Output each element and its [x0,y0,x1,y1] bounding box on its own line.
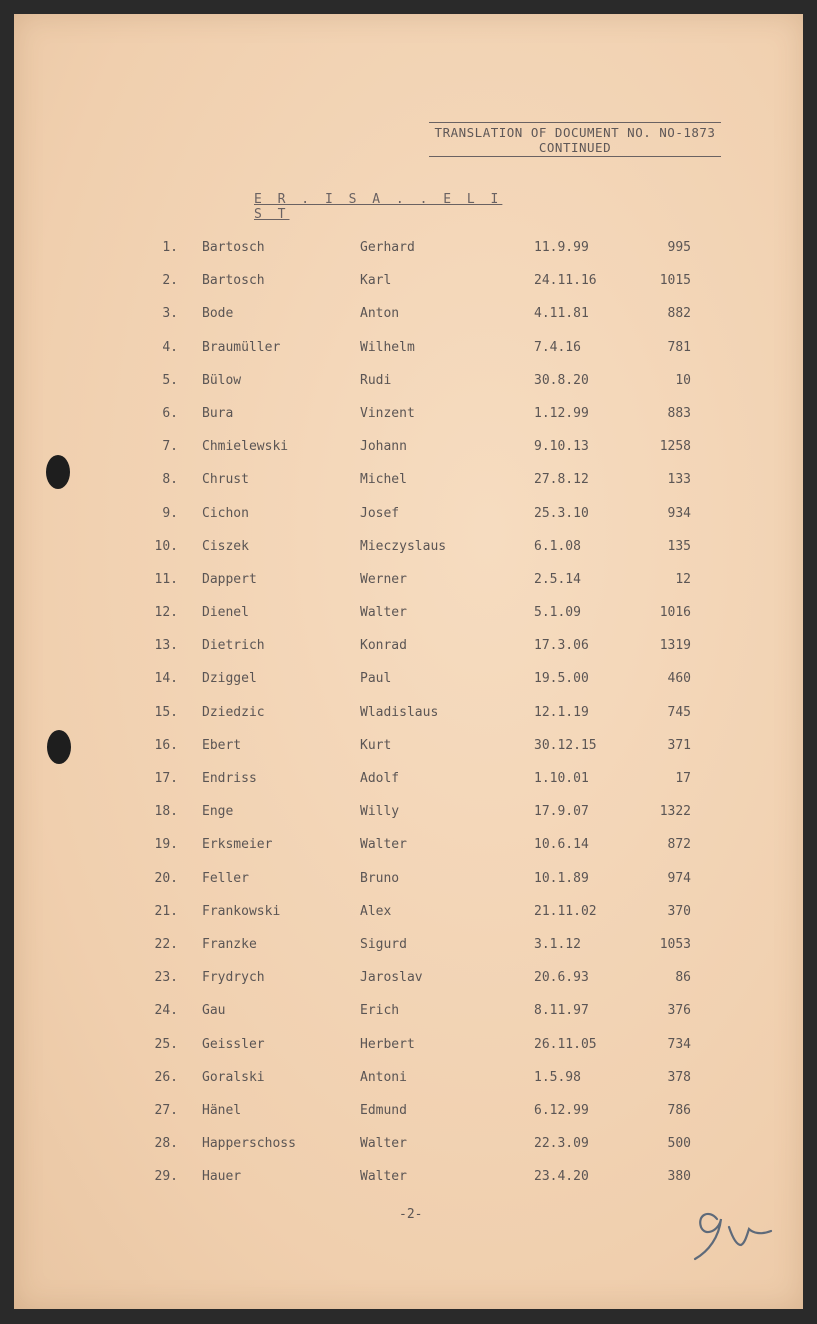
first-name: Gerhard [360,240,415,255]
header-translation-line: TRANSLATION OF DOCUMENT NO. NO-1873 [429,122,721,140]
list-row [14,472,803,505]
handwritten-initials [679,1199,779,1269]
last-name: Braumüller [202,339,281,355]
first-name: Erich [360,1003,400,1019]
last-name: Bode [202,306,234,322]
row-number: 17. [154,771,178,786]
first-name: Vinzent [360,405,415,421]
last-name: Feller [202,870,249,886]
id-number: 934 [667,505,691,521]
row-number: 10. [154,538,178,554]
id-number: 1053 [659,936,691,952]
first-name: Karl [360,273,392,289]
first-name: Michel [360,472,407,488]
id-number: 10 [675,372,691,388]
first-name: Willy [360,804,400,820]
id-number: 1258 [659,439,691,455]
first-name: Wladislaus [360,704,439,720]
list-row [14,273,803,306]
row-number: 22. [154,936,178,952]
last-name: Hänel [202,1102,242,1118]
birth-date: 7.4.16 [534,339,581,355]
row-number: 8. [162,472,178,488]
row-number: 3. [162,306,178,322]
birth-date: 30.12.15 [534,737,597,753]
birth-date: 5.1.09 [534,605,581,621]
birth-date: 17.3.06 [534,638,589,654]
last-name: Bartosch [202,273,265,289]
id-number: 135 [667,538,691,554]
id-number: 133 [667,472,691,488]
birth-date: 10.6.14 [534,837,589,853]
page-number: -2- [399,1207,423,1222]
first-name: Adolf [360,771,400,786]
id-number: 1319 [659,638,691,654]
list-row [14,1037,803,1070]
list-row [14,373,803,406]
first-name: Herbert [360,1036,415,1052]
id-number: 500 [667,1136,691,1152]
last-name: Enge [202,804,234,820]
birth-date: 9.10.13 [534,439,589,455]
first-name: Kurt [360,737,392,753]
id-number: 883 [667,405,691,421]
birth-date: 3.1.12 [534,936,581,952]
id-number: 371 [667,737,691,753]
last-name: Chmielewski [202,439,289,455]
list-row [14,340,803,373]
list-row [14,904,803,937]
last-name: Dienel [202,605,249,621]
birth-date: 6.1.08 [534,538,581,554]
id-number: 378 [667,1069,691,1085]
row-number: 16. [154,737,178,753]
id-number: 460 [667,671,691,687]
header-continued-line: CONTINUED [429,140,721,157]
row-number: 9. [162,505,178,521]
row-number: 27. [154,1102,178,1118]
last-name: Cichon [202,505,249,521]
row-number: 23. [154,970,178,986]
id-number: 1015 [659,273,691,289]
first-name: Konrad [360,638,407,654]
birth-date: 10.1.89 [534,870,589,886]
last-name: Franzke [202,936,257,952]
row-number: 12. [154,605,178,621]
last-name: Dietrich [202,638,265,654]
list-row [14,1070,803,1103]
first-name: Edmund [360,1102,407,1118]
id-number: 995 [667,240,691,255]
list-row [14,406,803,439]
last-name: Happerschoss [202,1136,296,1152]
last-name: Erksmeier [202,837,273,853]
birth-date: 21.11.02 [534,903,597,919]
row-number: 2. [162,273,178,289]
last-name: Ebert [202,737,242,753]
birth-date: 4.11.81 [534,306,589,322]
id-number: 12 [675,571,691,587]
list-row [14,771,803,804]
birth-date: 12.1.19 [534,704,589,720]
row-number: 7. [162,439,178,455]
last-name: Chrust [202,472,249,488]
first-name: Walter [360,1136,407,1152]
last-name: Endriss [202,771,257,786]
birth-date: 19.5.00 [534,671,589,687]
last-name: Gau [202,1003,226,1019]
id-number: 380 [667,1169,691,1185]
first-name: Alex [360,903,392,919]
row-number: 21. [154,903,178,919]
last-name: Bura [202,405,234,421]
list-row [14,506,803,539]
birth-date: 8.11.97 [534,1003,589,1019]
birth-date: 11.9.99 [534,240,589,255]
row-number: 14. [154,671,178,687]
row-number: 28. [154,1136,178,1152]
row-number: 1. [162,240,178,255]
first-name: Wilhelm [360,339,415,355]
list-row [14,837,803,870]
first-name: Sigurd [360,936,407,952]
id-number: 1016 [659,605,691,621]
list-row [14,1103,803,1136]
last-name: Bülow [202,372,242,388]
first-name: Antoni [360,1069,407,1085]
last-name: Hauer [202,1169,242,1185]
document-page [14,14,803,1309]
list-row [14,871,803,904]
birth-date: 6.12.99 [534,1102,589,1118]
birth-date: 20.6.93 [534,970,589,986]
last-name: Frankowski [202,903,281,919]
last-name: Dziedzic [202,704,265,720]
person-list [14,240,803,1202]
document-header [429,122,721,157]
row-number: 15. [154,704,178,720]
row-number: 24. [154,1003,178,1019]
id-number: 974 [667,870,691,886]
birth-date: 24.11.16 [534,273,597,289]
id-number: 370 [667,903,691,919]
birth-date: 1.12.99 [534,405,589,421]
birth-date: 17.9.07 [534,804,589,820]
last-name: Frydrych [202,970,265,986]
first-name: Paul [360,671,392,687]
list-row [14,937,803,970]
list-row [14,306,803,339]
list-row [14,1136,803,1169]
list-row [14,240,803,273]
first-name: Jaroslav [360,970,423,986]
first-name: Walter [360,837,407,853]
row-number: 20. [154,870,178,886]
id-number: 745 [667,704,691,720]
list-row [14,539,803,572]
birth-date: 30.8.20 [534,372,589,388]
list-title: E R . I S A . . E L I S T [254,192,503,222]
birth-date: 2.5.14 [534,571,581,587]
birth-date: 1.5.98 [534,1069,581,1085]
birth-date: 27.8.12 [534,472,589,488]
birth-date: 1.10.01 [534,771,589,786]
last-name: Dziggel [202,671,257,687]
first-name: Johann [360,439,407,455]
first-name: Walter [360,1169,407,1185]
list-row [14,804,803,837]
row-number: 19. [154,837,178,853]
row-number: 11. [154,571,178,587]
last-name: Bartosch [202,240,265,255]
last-name: Goralski [202,1069,265,1085]
id-number: 786 [667,1102,691,1118]
id-number: 17 [675,771,691,786]
row-number: 18. [154,804,178,820]
id-number: 1322 [659,804,691,820]
first-name: Anton [360,306,400,322]
id-number: 734 [667,1036,691,1052]
list-row [14,439,803,472]
birth-date: 26.11.05 [534,1036,597,1052]
list-row [14,705,803,738]
list-row [14,572,803,605]
first-name: Bruno [360,870,400,886]
list-row [14,1003,803,1036]
first-name: Walter [360,605,407,621]
first-name: Rudi [360,372,392,388]
list-row [14,1169,803,1202]
birth-date: 25.3.10 [534,505,589,521]
row-number: 25. [154,1036,178,1052]
id-number: 86 [675,970,691,986]
first-name: Werner [360,571,407,587]
last-name: Dappert [202,571,257,587]
id-number: 781 [667,339,691,355]
last-name: Geissler [202,1036,265,1052]
id-number: 872 [667,837,691,853]
list-row [14,671,803,704]
list-row [14,970,803,1003]
last-name: Ciszek [202,538,249,554]
first-name: Mieczyslaus [360,538,447,554]
row-number: 29. [154,1169,178,1185]
row-number: 4. [162,339,178,355]
list-row [14,738,803,771]
row-number: 26. [154,1069,178,1085]
id-number: 882 [667,306,691,322]
birth-date: 22.3.09 [534,1136,589,1152]
row-number: 6. [162,405,178,421]
list-row [14,605,803,638]
list-row [14,638,803,671]
row-number: 5. [162,372,178,388]
row-number: 13. [154,638,178,654]
birth-date: 23.4.20 [534,1169,589,1185]
id-number: 376 [667,1003,691,1019]
first-name: Josef [360,505,400,521]
